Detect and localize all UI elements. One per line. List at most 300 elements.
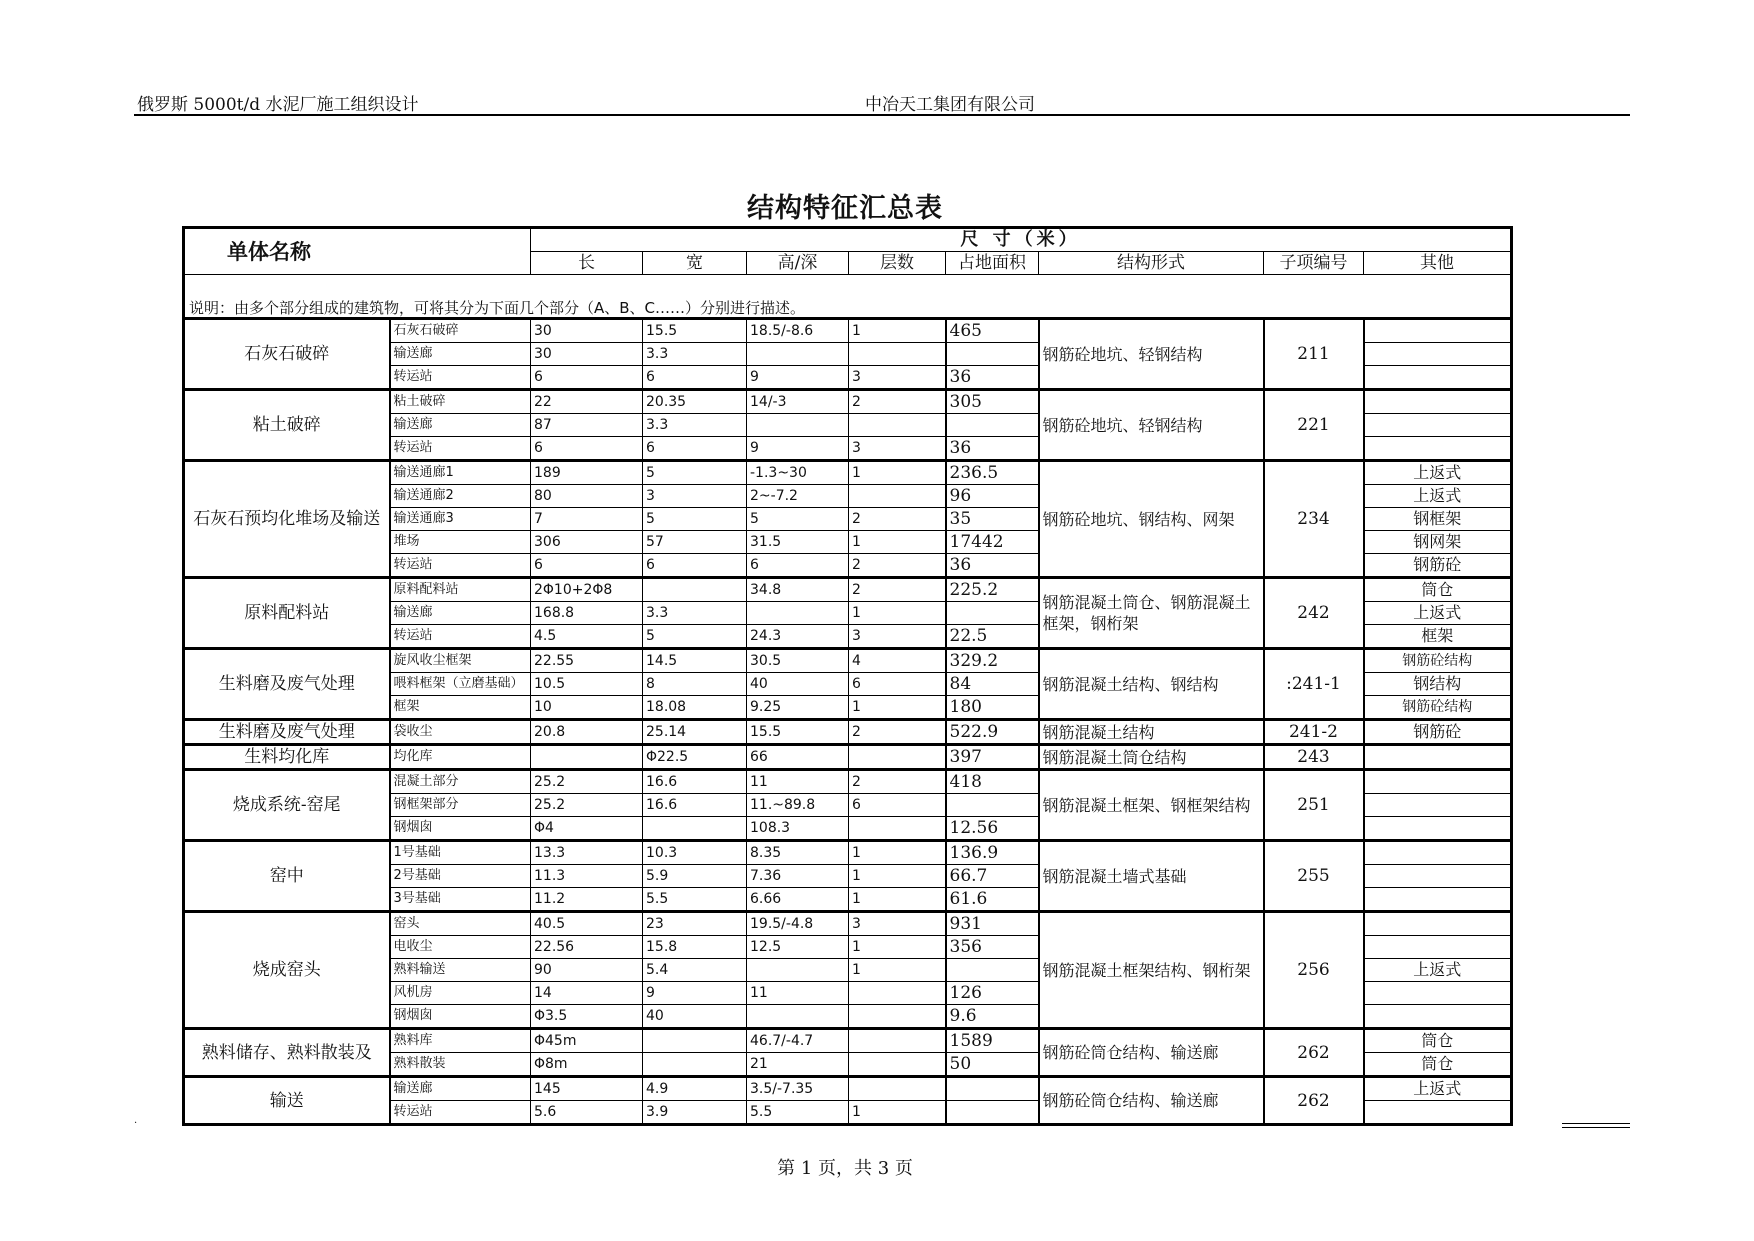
length-cell: 6 xyxy=(531,437,643,461)
length-cell: 11.3 xyxy=(531,865,643,888)
width-cell: 3.3 xyxy=(643,343,747,366)
height-cell: 5.5 xyxy=(747,1101,849,1125)
length-cell: 4.5 xyxy=(531,625,643,649)
code-cell: 234 xyxy=(1264,461,1364,578)
floors-cell: 1 xyxy=(849,696,946,720)
height-cell: 34.8 xyxy=(747,578,849,602)
height-cell: 19.5/-4.8 xyxy=(747,912,849,936)
width-cell: 18.08 xyxy=(643,696,747,720)
area-cell xyxy=(946,959,1039,982)
table-row xyxy=(184,770,1512,794)
area-cell: 17442 xyxy=(946,531,1039,554)
col-code: 子项编号 xyxy=(1264,252,1364,275)
part-name-cell: 喂料框架（立磨基础） xyxy=(390,673,531,696)
header-row-1 xyxy=(184,228,1512,252)
col-width: 宽 xyxy=(643,252,747,275)
length-cell: 10 xyxy=(531,696,643,720)
floors-cell xyxy=(849,817,946,841)
height-cell: 30.5 xyxy=(747,649,849,673)
code-cell: 241-2 xyxy=(1264,720,1364,745)
floors-cell: 2 xyxy=(849,554,946,578)
other-cell xyxy=(1364,794,1512,817)
area-cell: 236.5 xyxy=(946,461,1039,485)
other-cell xyxy=(1364,936,1512,959)
other-cell xyxy=(1364,865,1512,888)
floors-cell: 1 xyxy=(849,841,946,865)
width-cell: 23 xyxy=(643,912,747,936)
other-cell: 上返式 xyxy=(1364,461,1512,485)
table-row xyxy=(184,720,1512,745)
note-row xyxy=(184,275,1512,319)
other-cell: 钢筋砼结构 xyxy=(1364,649,1512,673)
width-cell xyxy=(643,1053,747,1077)
floors-cell xyxy=(849,343,946,366)
structure-cell: 钢筋砼筒仓结构、输送廊 xyxy=(1039,1029,1264,1077)
other-cell xyxy=(1364,437,1512,461)
part-name-cell: 2号基础 xyxy=(390,865,531,888)
width-cell: 20.35 xyxy=(643,390,747,414)
table-row xyxy=(184,390,1512,414)
height-cell: 7.36 xyxy=(747,865,849,888)
other-cell xyxy=(1364,319,1512,343)
area-cell: 50 xyxy=(946,1053,1039,1077)
part-name-cell: 粘土破碎 xyxy=(390,390,531,414)
length-cell: 22 xyxy=(531,390,643,414)
width-cell: 10.3 xyxy=(643,841,747,865)
length-cell: 306 xyxy=(531,531,643,554)
area-cell: 305 xyxy=(946,390,1039,414)
width-cell: 4.9 xyxy=(643,1077,747,1101)
height-cell: 15.5 xyxy=(747,720,849,745)
code-cell: 255 xyxy=(1264,841,1364,912)
part-name-cell: 输送通廊1 xyxy=(390,461,531,485)
width-cell xyxy=(643,1029,747,1053)
part-name-cell: 转运站 xyxy=(390,1101,531,1125)
height-cell: 14/-3 xyxy=(747,390,849,414)
other-cell: 上返式 xyxy=(1364,1077,1512,1101)
part-name-cell: 转运站 xyxy=(390,554,531,578)
length-cell: 6 xyxy=(531,554,643,578)
footer-rule xyxy=(1562,1123,1630,1124)
width-cell xyxy=(643,817,747,841)
part-name-cell: 3号基础 xyxy=(390,888,531,912)
part-name-cell: 电收尘 xyxy=(390,936,531,959)
floors-cell xyxy=(849,982,946,1005)
area-cell: 931 xyxy=(946,912,1039,936)
height-cell xyxy=(747,1005,849,1029)
col-other: 其他 xyxy=(1364,252,1512,275)
structure-cell: 钢筋混凝土筒仓、钢筋混凝土框架，钢桁架 xyxy=(1039,578,1264,649)
length-cell: Φ3.5 xyxy=(531,1005,643,1029)
part-name-cell: 熟料散装 xyxy=(390,1053,531,1077)
height-cell: 5 xyxy=(747,508,849,531)
other-cell xyxy=(1364,770,1512,794)
floors-cell: 1 xyxy=(849,531,946,554)
floors-cell: 1 xyxy=(849,936,946,959)
part-name-cell: 输送廊 xyxy=(390,602,531,625)
height-cell: 18.5/-8.6 xyxy=(747,319,849,343)
length-cell: 5.6 xyxy=(531,1101,643,1125)
area-cell xyxy=(946,794,1039,817)
width-cell: 6 xyxy=(643,366,747,390)
table-row xyxy=(184,745,1512,770)
structure-cell: 钢筋砼地坑、钢结构、网架 xyxy=(1039,461,1264,578)
structure-cell: 钢筋混凝土框架结构、钢桁架 xyxy=(1039,912,1264,1029)
length-cell: 11.2 xyxy=(531,888,643,912)
unit-name-cell: 粘土破碎 xyxy=(184,390,390,461)
height-cell: 8.35 xyxy=(747,841,849,865)
area-cell: 61.6 xyxy=(946,888,1039,912)
length-cell: 13.3 xyxy=(531,841,643,865)
other-cell: 上返式 xyxy=(1364,602,1512,625)
structure-cell: 钢筋砼地坑、轻钢结构 xyxy=(1039,390,1264,461)
code-cell: 262 xyxy=(1264,1077,1364,1125)
length-cell: 30 xyxy=(531,319,643,343)
page-number: 第 1 页，共 3 页 xyxy=(777,1158,913,1179)
width-cell: 15.8 xyxy=(643,936,747,959)
other-cell: 筒仓 xyxy=(1364,1053,1512,1077)
length-cell: 2Φ10+2Φ8 xyxy=(531,578,643,602)
area-cell xyxy=(946,602,1039,625)
other-cell xyxy=(1364,745,1512,770)
floors-cell xyxy=(849,745,946,770)
header-rule xyxy=(134,114,1630,116)
col-area: 占地面积 xyxy=(946,252,1039,275)
width-cell: 40 xyxy=(643,1005,747,1029)
part-name-cell: 风机房 xyxy=(390,982,531,1005)
height-cell: -1.3~30 xyxy=(747,461,849,485)
length-cell: 87 xyxy=(531,414,643,437)
width-cell: Φ22.5 xyxy=(643,745,747,770)
part-name-cell: 输送通廊2 xyxy=(390,485,531,508)
area-cell xyxy=(946,1077,1039,1101)
length-cell: 14 xyxy=(531,982,643,1005)
code-cell: 242 xyxy=(1264,578,1364,649)
code-cell: 221 xyxy=(1264,390,1364,461)
width-cell: 3.3 xyxy=(643,602,747,625)
structure-cell: 钢筋砼地坑、轻钢结构 xyxy=(1039,319,1264,390)
unit-name-cell: 石灰石破碎 xyxy=(184,319,390,390)
area-cell: 35 xyxy=(946,508,1039,531)
part-name-cell: 石灰石破碎 xyxy=(390,319,531,343)
table-row xyxy=(184,649,1512,673)
other-cell: 框架 xyxy=(1364,625,1512,649)
area-cell: 36 xyxy=(946,437,1039,461)
area-cell: 397 xyxy=(946,745,1039,770)
col-length: 长 xyxy=(531,252,643,275)
floors-cell: 1 xyxy=(849,1101,946,1125)
part-name-cell: 转运站 xyxy=(390,625,531,649)
width-cell xyxy=(643,578,747,602)
length-cell: 40.5 xyxy=(531,912,643,936)
other-cell xyxy=(1364,817,1512,841)
length-cell: 80 xyxy=(531,485,643,508)
height-cell: 66 xyxy=(747,745,849,770)
length-cell: 7 xyxy=(531,508,643,531)
floors-cell xyxy=(849,1077,946,1101)
width-cell: 3.3 xyxy=(643,414,747,437)
area-cell: 418 xyxy=(946,770,1039,794)
floors-cell: 6 xyxy=(849,673,946,696)
other-cell xyxy=(1364,912,1512,936)
code-cell: 262 xyxy=(1264,1029,1364,1077)
code-cell: 243 xyxy=(1264,745,1364,770)
unit-name-cell: 生料磨及废气处理 xyxy=(184,649,390,720)
other-cell: 钢网架 xyxy=(1364,531,1512,554)
area-cell: 84 xyxy=(946,673,1039,696)
floors-cell: 1 xyxy=(849,461,946,485)
part-name-cell: 钢烟囱 xyxy=(390,817,531,841)
length-cell: 30 xyxy=(531,343,643,366)
unit-name-cell: 生料均化库 xyxy=(184,745,390,770)
unit-name-cell: 输送 xyxy=(184,1077,390,1125)
floors-cell xyxy=(849,1005,946,1029)
part-name-cell: 转运站 xyxy=(390,437,531,461)
length-cell: 90 xyxy=(531,959,643,982)
length-cell: 25.2 xyxy=(531,770,643,794)
footer-rule-2 xyxy=(1562,1127,1630,1128)
floors-cell: 2 xyxy=(849,390,946,414)
part-name-cell: 1号基础 xyxy=(390,841,531,865)
length-cell: 22.56 xyxy=(531,936,643,959)
floors-cell: 2 xyxy=(849,720,946,745)
floors-cell: 3 xyxy=(849,625,946,649)
other-cell xyxy=(1364,982,1512,1005)
height-cell: 6.66 xyxy=(747,888,849,912)
area-cell: 66.7 xyxy=(946,865,1039,888)
part-name-cell: 输送廊 xyxy=(390,1077,531,1101)
area-cell: 36 xyxy=(946,366,1039,390)
height-cell: 46.7/-4.7 xyxy=(747,1029,849,1053)
structure-cell: 钢筋混凝土筒仓结构 xyxy=(1039,745,1264,770)
structure-cell: 钢筋混凝土框架、钢框架结构 xyxy=(1039,770,1264,841)
area-cell: 22.5 xyxy=(946,625,1039,649)
table-row xyxy=(184,319,1512,343)
area-cell xyxy=(946,414,1039,437)
length-cell: Φ45m xyxy=(531,1029,643,1053)
length-cell: 22.55 xyxy=(531,649,643,673)
height-cell xyxy=(747,414,849,437)
code-cell: 256 xyxy=(1264,912,1364,1029)
height-cell: 40 xyxy=(747,673,849,696)
part-name-cell: 钢烟囱 xyxy=(390,1005,531,1029)
part-name-cell: 均化库 xyxy=(390,745,531,770)
other-cell: 钢筋砼结构 xyxy=(1364,696,1512,720)
length-cell: 6 xyxy=(531,366,643,390)
floors-cell xyxy=(849,1053,946,1077)
code-cell: 251 xyxy=(1264,770,1364,841)
height-cell: 21 xyxy=(747,1053,849,1077)
width-cell: 3.9 xyxy=(643,1101,747,1125)
part-name-cell: 旋风收尘框架 xyxy=(390,649,531,673)
area-cell xyxy=(946,1101,1039,1125)
floors-cell: 3 xyxy=(849,366,946,390)
width-cell: 9 xyxy=(643,982,747,1005)
floors-cell xyxy=(849,414,946,437)
other-cell: 筒仓 xyxy=(1364,1029,1512,1053)
unit-name-cell: 生料磨及废气处理 xyxy=(184,720,390,745)
other-cell: 钢结构 xyxy=(1364,673,1512,696)
length-cell: 189 xyxy=(531,461,643,485)
area-cell: 180 xyxy=(946,696,1039,720)
part-name-cell: 钢框架部分 xyxy=(390,794,531,817)
table-note: 说明：由多个部分组成的建筑物，可将其分为下面几个部分（A、B、C……）分别进行描述。 xyxy=(184,275,1512,319)
height-cell: 2~-7.2 xyxy=(747,485,849,508)
area-cell: 1589 xyxy=(946,1029,1039,1053)
col-size-group: 尺 寸（米） xyxy=(531,228,1512,252)
structure-cell: 钢筋混凝土结构、钢结构 xyxy=(1039,649,1264,720)
floors-cell: 2 xyxy=(849,508,946,531)
part-name-cell: 窑头 xyxy=(390,912,531,936)
other-cell xyxy=(1364,414,1512,437)
part-name-cell: 输送廊 xyxy=(390,414,531,437)
area-cell: 36 xyxy=(946,554,1039,578)
floors-cell xyxy=(849,1029,946,1053)
other-cell: 钢筋砼 xyxy=(1364,720,1512,745)
part-name-cell: 输送通廊3 xyxy=(390,508,531,531)
other-cell xyxy=(1364,366,1512,390)
other-cell xyxy=(1364,343,1512,366)
width-cell: 5.9 xyxy=(643,865,747,888)
other-cell xyxy=(1364,1005,1512,1029)
height-cell: 3.5/-7.35 xyxy=(747,1077,849,1101)
structure-summary-table xyxy=(182,226,1513,1126)
height-cell xyxy=(747,343,849,366)
floors-cell: 3 xyxy=(849,912,946,936)
height-cell: 11.~89.8 xyxy=(747,794,849,817)
width-cell: 57 xyxy=(643,531,747,554)
area-cell: 96 xyxy=(946,485,1039,508)
other-cell xyxy=(1364,888,1512,912)
col-structure: 结构形式 xyxy=(1039,252,1264,275)
footer-dot: . xyxy=(134,1115,138,1126)
width-cell: 5.5 xyxy=(643,888,747,912)
unit-name-cell: 石灰石预均化堆场及输送 xyxy=(184,461,390,578)
code-cell: :241-1 xyxy=(1264,649,1364,720)
width-cell: 8 xyxy=(643,673,747,696)
unit-name-cell: 烧成系统-窑尾 xyxy=(184,770,390,841)
floors-cell: 4 xyxy=(849,649,946,673)
other-cell xyxy=(1364,1101,1512,1125)
length-cell: 25.2 xyxy=(531,794,643,817)
area-cell: 136.9 xyxy=(946,841,1039,865)
height-cell: 11 xyxy=(747,770,849,794)
other-cell: 钢筋砼 xyxy=(1364,554,1512,578)
height-cell: 108.3 xyxy=(747,817,849,841)
height-cell: 9.25 xyxy=(747,696,849,720)
width-cell: 5 xyxy=(643,625,747,649)
floors-cell: 1 xyxy=(849,865,946,888)
height-cell: 11 xyxy=(747,982,849,1005)
table-row xyxy=(184,1077,1512,1101)
other-cell xyxy=(1364,841,1512,865)
unit-name-cell: 熟料储存、熟料散装及 xyxy=(184,1029,390,1077)
area-cell xyxy=(946,343,1039,366)
table-row xyxy=(184,1029,1512,1053)
width-cell: 5.4 xyxy=(643,959,747,982)
col-unit-name: 单体名称 xyxy=(184,228,531,275)
height-cell: 6 xyxy=(747,554,849,578)
floors-cell: 1 xyxy=(849,959,946,982)
height-cell: 24.3 xyxy=(747,625,849,649)
part-name-cell: 堆场 xyxy=(390,531,531,554)
height-cell: 31.5 xyxy=(747,531,849,554)
width-cell: 25.14 xyxy=(643,720,747,745)
table-row xyxy=(184,841,1512,865)
col-height: 高/深 xyxy=(747,252,849,275)
height-cell xyxy=(747,602,849,625)
unit-name-cell: 原料配料站 xyxy=(184,578,390,649)
area-cell: 356 xyxy=(946,936,1039,959)
part-name-cell: 熟料输送 xyxy=(390,959,531,982)
height-cell: 12.5 xyxy=(747,936,849,959)
table-row xyxy=(184,578,1512,602)
area-cell: 12.56 xyxy=(946,817,1039,841)
floors-cell: 6 xyxy=(849,794,946,817)
length-cell: 168.8 xyxy=(531,602,643,625)
floors-cell: 1 xyxy=(849,319,946,343)
structure-cell: 钢筋混凝土结构 xyxy=(1039,720,1264,745)
part-name-cell: 袋收尘 xyxy=(390,720,531,745)
table-row xyxy=(184,912,1512,936)
floors-cell: 2 xyxy=(849,770,946,794)
structure-cell: 钢筋混凝土墙式基础 xyxy=(1039,841,1264,912)
area-cell: 9.6 xyxy=(946,1005,1039,1029)
part-name-cell: 原料配料站 xyxy=(390,578,531,602)
length-cell: Φ8m xyxy=(531,1053,643,1077)
other-cell: 钢框架 xyxy=(1364,508,1512,531)
width-cell: 5 xyxy=(643,461,747,485)
table-row xyxy=(184,461,1512,485)
code-cell: 211 xyxy=(1264,319,1364,390)
part-name-cell: 转运站 xyxy=(390,366,531,390)
height-cell: 9 xyxy=(747,366,849,390)
width-cell: 16.6 xyxy=(643,770,747,794)
other-cell: 上返式 xyxy=(1364,485,1512,508)
width-cell: 14.5 xyxy=(643,649,747,673)
other-cell: 筒仓 xyxy=(1364,578,1512,602)
area-cell: 522.9 xyxy=(946,720,1039,745)
length-cell: 10.5 xyxy=(531,673,643,696)
floors-cell: 1 xyxy=(849,602,946,625)
length-cell: 145 xyxy=(531,1077,643,1101)
length-cell xyxy=(531,745,643,770)
other-cell: 上返式 xyxy=(1364,959,1512,982)
area-cell: 126 xyxy=(946,982,1039,1005)
length-cell: 20.8 xyxy=(531,720,643,745)
width-cell: 16.6 xyxy=(643,794,747,817)
part-name-cell: 熟料库 xyxy=(390,1029,531,1053)
structure-cell: 钢筋砼筒仓结构、输送廊 xyxy=(1039,1077,1264,1125)
unit-name-cell: 窑中 xyxy=(184,841,390,912)
page-title: 结构特征汇总表 xyxy=(747,193,943,224)
width-cell: 6 xyxy=(643,554,747,578)
col-floors: 层数 xyxy=(849,252,946,275)
area-cell: 225.2 xyxy=(946,578,1039,602)
part-name-cell: 输送廊 xyxy=(390,343,531,366)
height-cell: 9 xyxy=(747,437,849,461)
part-name-cell: 框架 xyxy=(390,696,531,720)
width-cell: 5 xyxy=(643,508,747,531)
width-cell: 15.5 xyxy=(643,319,747,343)
header-doc-title: 俄罗斯 5000t/d 水泥厂施工组织设计 xyxy=(137,95,419,115)
floors-cell xyxy=(849,485,946,508)
area-cell: 465 xyxy=(946,319,1039,343)
length-cell: Φ4 xyxy=(531,817,643,841)
height-cell xyxy=(747,959,849,982)
floors-cell: 1 xyxy=(849,888,946,912)
part-name-cell: 混凝土部分 xyxy=(390,770,531,794)
